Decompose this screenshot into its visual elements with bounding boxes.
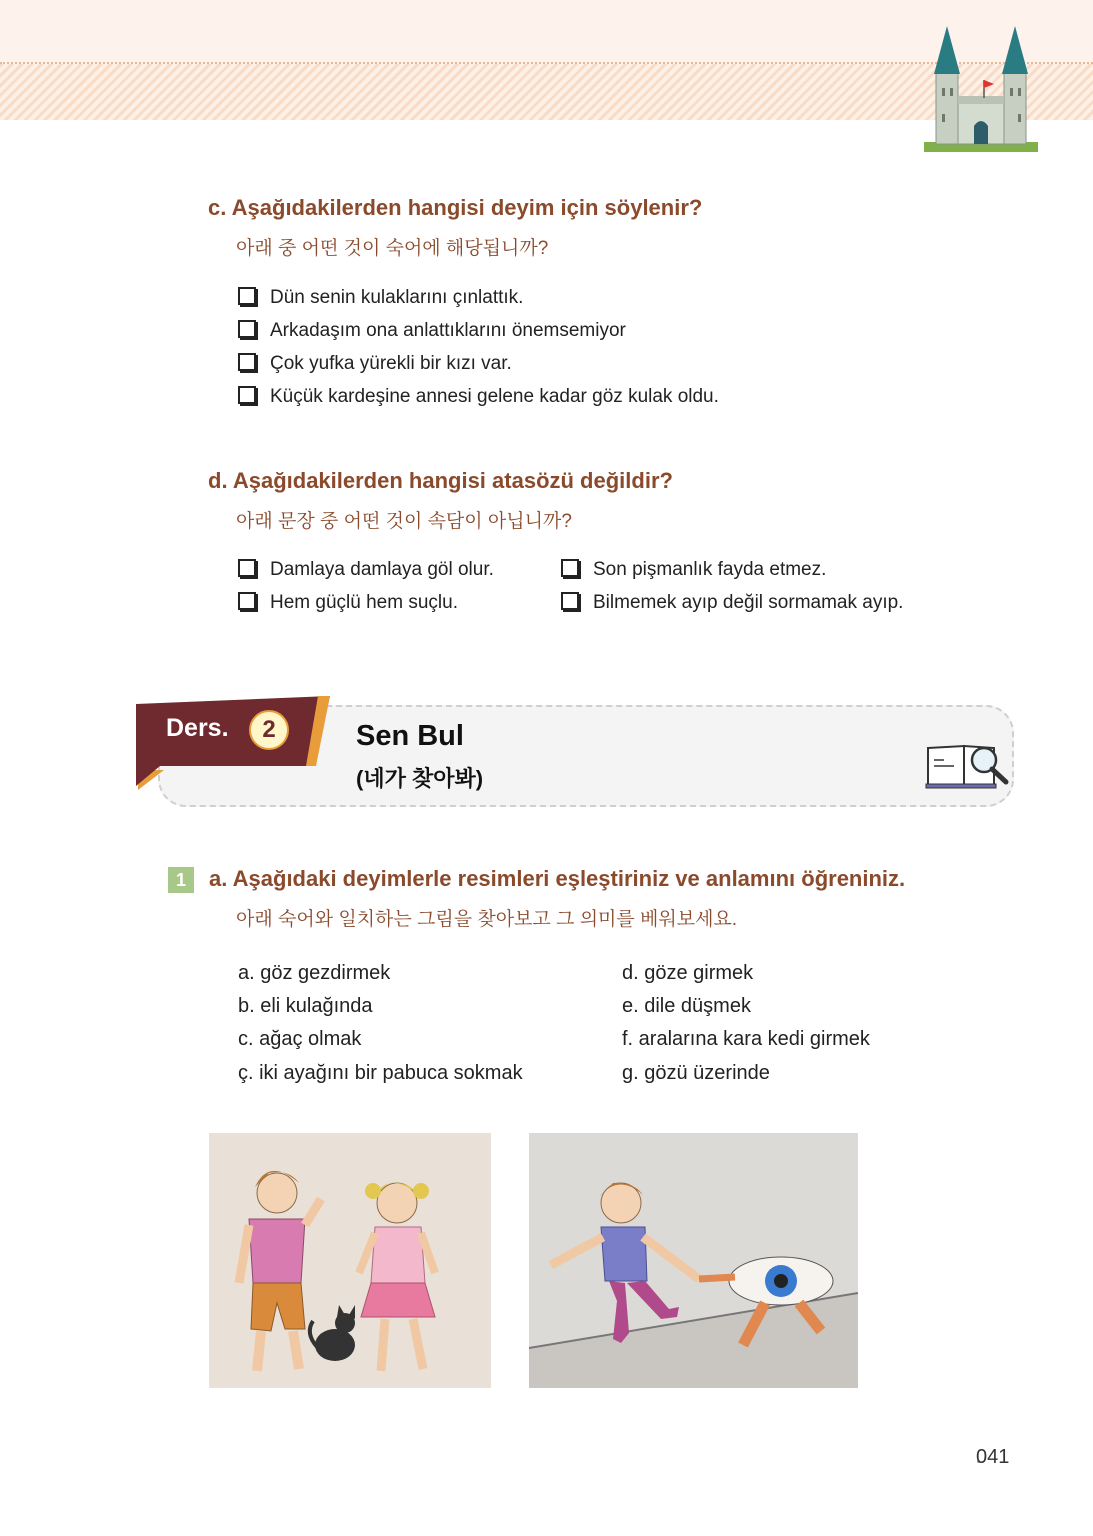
idiom-item: c. ağaç olmak: [238, 1028, 362, 1050]
question-c-subtitle: 아래 중 어떤 것이 숙어에 해당됩니까?: [236, 238, 549, 259]
checkbox-icon[interactable]: [238, 386, 256, 404]
lesson-title: Sen Bul: [356, 720, 464, 752]
idiom-item: g. gözü üzerinde: [622, 1062, 770, 1084]
idiom-item: a. göz gezdirmek: [238, 962, 391, 984]
idiom-item: f. aralarına kara kedi girmek: [622, 1028, 870, 1050]
lesson-ribbon: [134, 694, 334, 794]
idiom-item: d. göze girmek: [622, 962, 754, 984]
idiom-item: e. dile düşmek: [622, 995, 751, 1017]
question-d-subtitle: 아래 문장 중 어떤 것이 속담이 아닙니까?: [236, 511, 572, 532]
checkbox-icon[interactable]: [238, 592, 256, 610]
checkbox-icon[interactable]: [561, 559, 579, 577]
checkbox-icon[interactable]: [561, 592, 579, 610]
question-d-option[interactable]: Bilmemek ayıp değil sormamak ayıp.: [561, 590, 903, 616]
checkbox-icon[interactable]: [238, 353, 256, 371]
question-d-title: d. Aşağıdakilerden hangisi atasözü değildir?: [208, 468, 673, 493]
exercise-title: a. Aşağıdaki deyimlerle resimleri eşleştiriniz ve anlamını öğreniniz.: [209, 866, 906, 891]
castle-icon: [920, 18, 1042, 158]
question-c-option[interactable]: Dün senin kulaklarını çınlattık.: [238, 285, 523, 311]
question-d-option[interactable]: Damlaya damlaya göl olur.: [238, 557, 494, 583]
question-c-option[interactable]: Çok yufka yürekli bir kızı var.: [238, 351, 512, 377]
idiom-item: b. eli kulağında: [238, 995, 373, 1017]
exercise-number-badge: 1: [168, 867, 194, 893]
exercise-subtitle: 아래 숙어와 일치하는 그림을 찾아보고 그 의미를 베워보세요.: [236, 909, 738, 930]
illustration-children-cat: [209, 1133, 491, 1388]
checkbox-icon[interactable]: [238, 287, 256, 305]
checkbox-icon[interactable]: [238, 559, 256, 577]
question-d-option[interactable]: Hem güçlü hem suçlu.: [238, 590, 458, 616]
question-c-option[interactable]: Küçük kardeşine annesi gelene kadar göz kulak oldu.: [238, 384, 719, 410]
illustration-boy-eye: [529, 1133, 858, 1388]
page-number: 041: [976, 1446, 1010, 1468]
idiom-item: ç. iki ayağını bir pabuca sokmak: [238, 1062, 523, 1084]
question-c-title: c. Aşağıdakilerden hangisi deyim için söylenir?: [208, 195, 703, 220]
checkbox-icon[interactable]: [238, 320, 256, 338]
question-c-option[interactable]: Arkadaşım ona anlattıklarını önemsemiyor: [238, 318, 626, 344]
lesson-number: 2: [249, 710, 289, 750]
lesson-subtitle: (네가 찾아봐): [356, 766, 484, 791]
lesson-label: Ders.: [166, 714, 229, 742]
question-d-option[interactable]: Son pişmanlık fayda etmez.: [561, 557, 826, 583]
book-magnifier-icon: [924, 740, 1010, 790]
